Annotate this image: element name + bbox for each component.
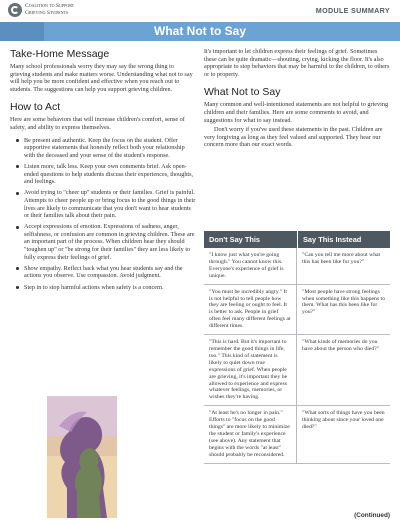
what-not-paragraph-1: Many common and well-intentioned statements are not helpful to grieving children and their families. Here are some comments to avoid, and suggestions for what to say instead. <box>204 101 389 124</box>
say-this-table <box>204 231 390 464</box>
module-summary-label: MODULE SUMMARY <box>315 6 390 15</box>
coalition-logo-icon <box>8 3 22 17</box>
take-home-text: Many school professionals worry they may say the wrong thing to grieving students and make matters worse. Understanding what not to say will help you be more confident and effective when you reach out to students. The suggestions can help you support grieving children. <box>10 63 193 93</box>
table-row <box>204 285 390 335</box>
org-name <box>25 3 74 16</box>
say-instead-cell: "What kinds of memories do you have about the person who died?" <box>297 335 390 406</box>
table-row <box>204 248 390 285</box>
say-instead-column-header: Say This Instead <box>297 231 390 248</box>
dont-say-column-header: Don't Say This <box>204 231 297 248</box>
continued-label: (Continued) <box>354 512 390 519</box>
dont-say-cell: "At least he's no longer in pain." Efforts to "focus on the good things" are more likely to minimize the student or family's experience (see above). Any statement that begins with the words "at least" should probably be reconsidered. <box>204 406 297 463</box>
table-row <box>204 335 390 406</box>
dont-say-cell: "This is hard. But it's important to remember the good things in life, too." This kind of statement is likely to quiet down true expressions of grief. When people are grieving, it's important they be allowed to experience and express whatever feelings, memories, or wishes they're having. <box>204 335 297 406</box>
top-header <box>0 0 400 22</box>
what-not-heading: What Not to Say <box>204 86 281 99</box>
say-instead-cell: "What sorts of things have you been thinking about since your loved one died?" <box>297 406 390 463</box>
how-to-act-list <box>10 137 196 292</box>
list-item: Avoid trying to "cheer up" students or their families. Grief is painful. Attempts to cheer people up or bring focus to the good things in their lives are likely to communicate that you don't want to hear students or their families talk about their pain. <box>10 189 196 219</box>
say-instead-cell: "Can you tell me more about what this has been like for you?" <box>297 248 390 285</box>
org-name-line2: Grieving Students <box>25 9 69 16</box>
title-bar <box>0 22 400 41</box>
dont-say-cell: "I know just what you're going through." You cannot know this. Everyone's experience of grief is unique. <box>204 248 297 285</box>
left-column <box>10 48 196 295</box>
list-item: Step in to stop harmful actions when safety is a concern. <box>10 284 196 292</box>
how-to-act-heading: How to Act <box>10 101 61 114</box>
table-header-row <box>204 231 390 248</box>
list-item: Show empathy. Reflect back what you hear students say and the actions you observe. Use compassion. Avoid judgment. <box>10 265 196 280</box>
list-item: Listen more, talk less. Keep your own comments brief. Ask open-ended questions to help students discuss their experiences, thoughts, and feelings. <box>10 163 196 186</box>
what-not-paragraph-2: Don't worry if you've used these statements in the past. Children are very forgiving as long as they feel valued and supported. They hear our concern more than our exact words. <box>204 126 383 149</box>
table-row <box>204 406 390 463</box>
say-instead-cell: "Most people have strong feelings when something like this happens to them. What has this been like for you?" <box>297 285 390 335</box>
right-intro-text: It's important to let children express their feelings of grief. Sometimes these can be quite dramatic—shouting, crying, kicking the floor. It's also appropriate to stop behaviors that may be harmful to the children, to others or to property. <box>204 48 390 78</box>
dont-say-cell: "You must be incredibly angry." It is not helpful to tell people how they are feeling or ought to feel. It is better to ask. People in grief often feel many different feelings at different times. <box>204 285 297 335</box>
silhouette-illustration <box>47 396 117 518</box>
list-item: Accept expressions of emotion. Expressions of sadness, anger, selfishness, or confusion are common in grieving children. These are an important part of the process. When children hear they should "toughen up" or "be strong for their families" they are less likely to fully express their feelings of grief. <box>10 223 196 261</box>
page-title: What Not to Say <box>154 24 246 38</box>
list-item: Be present and authentic. Keep the focus on the student. Offer supportive statements that honestly reflect both your relationship with the deceased and your sense of the student's response. <box>10 137 196 160</box>
org-name-line1: Coalition to Support <box>25 3 75 9</box>
right-column <box>204 48 390 149</box>
how-to-act-intro: Here are some behaviors that will increase children's comfort, sense of safety, and ability to express themselves. <box>10 116 185 131</box>
take-home-heading: Take-Home Message <box>10 48 110 60</box>
